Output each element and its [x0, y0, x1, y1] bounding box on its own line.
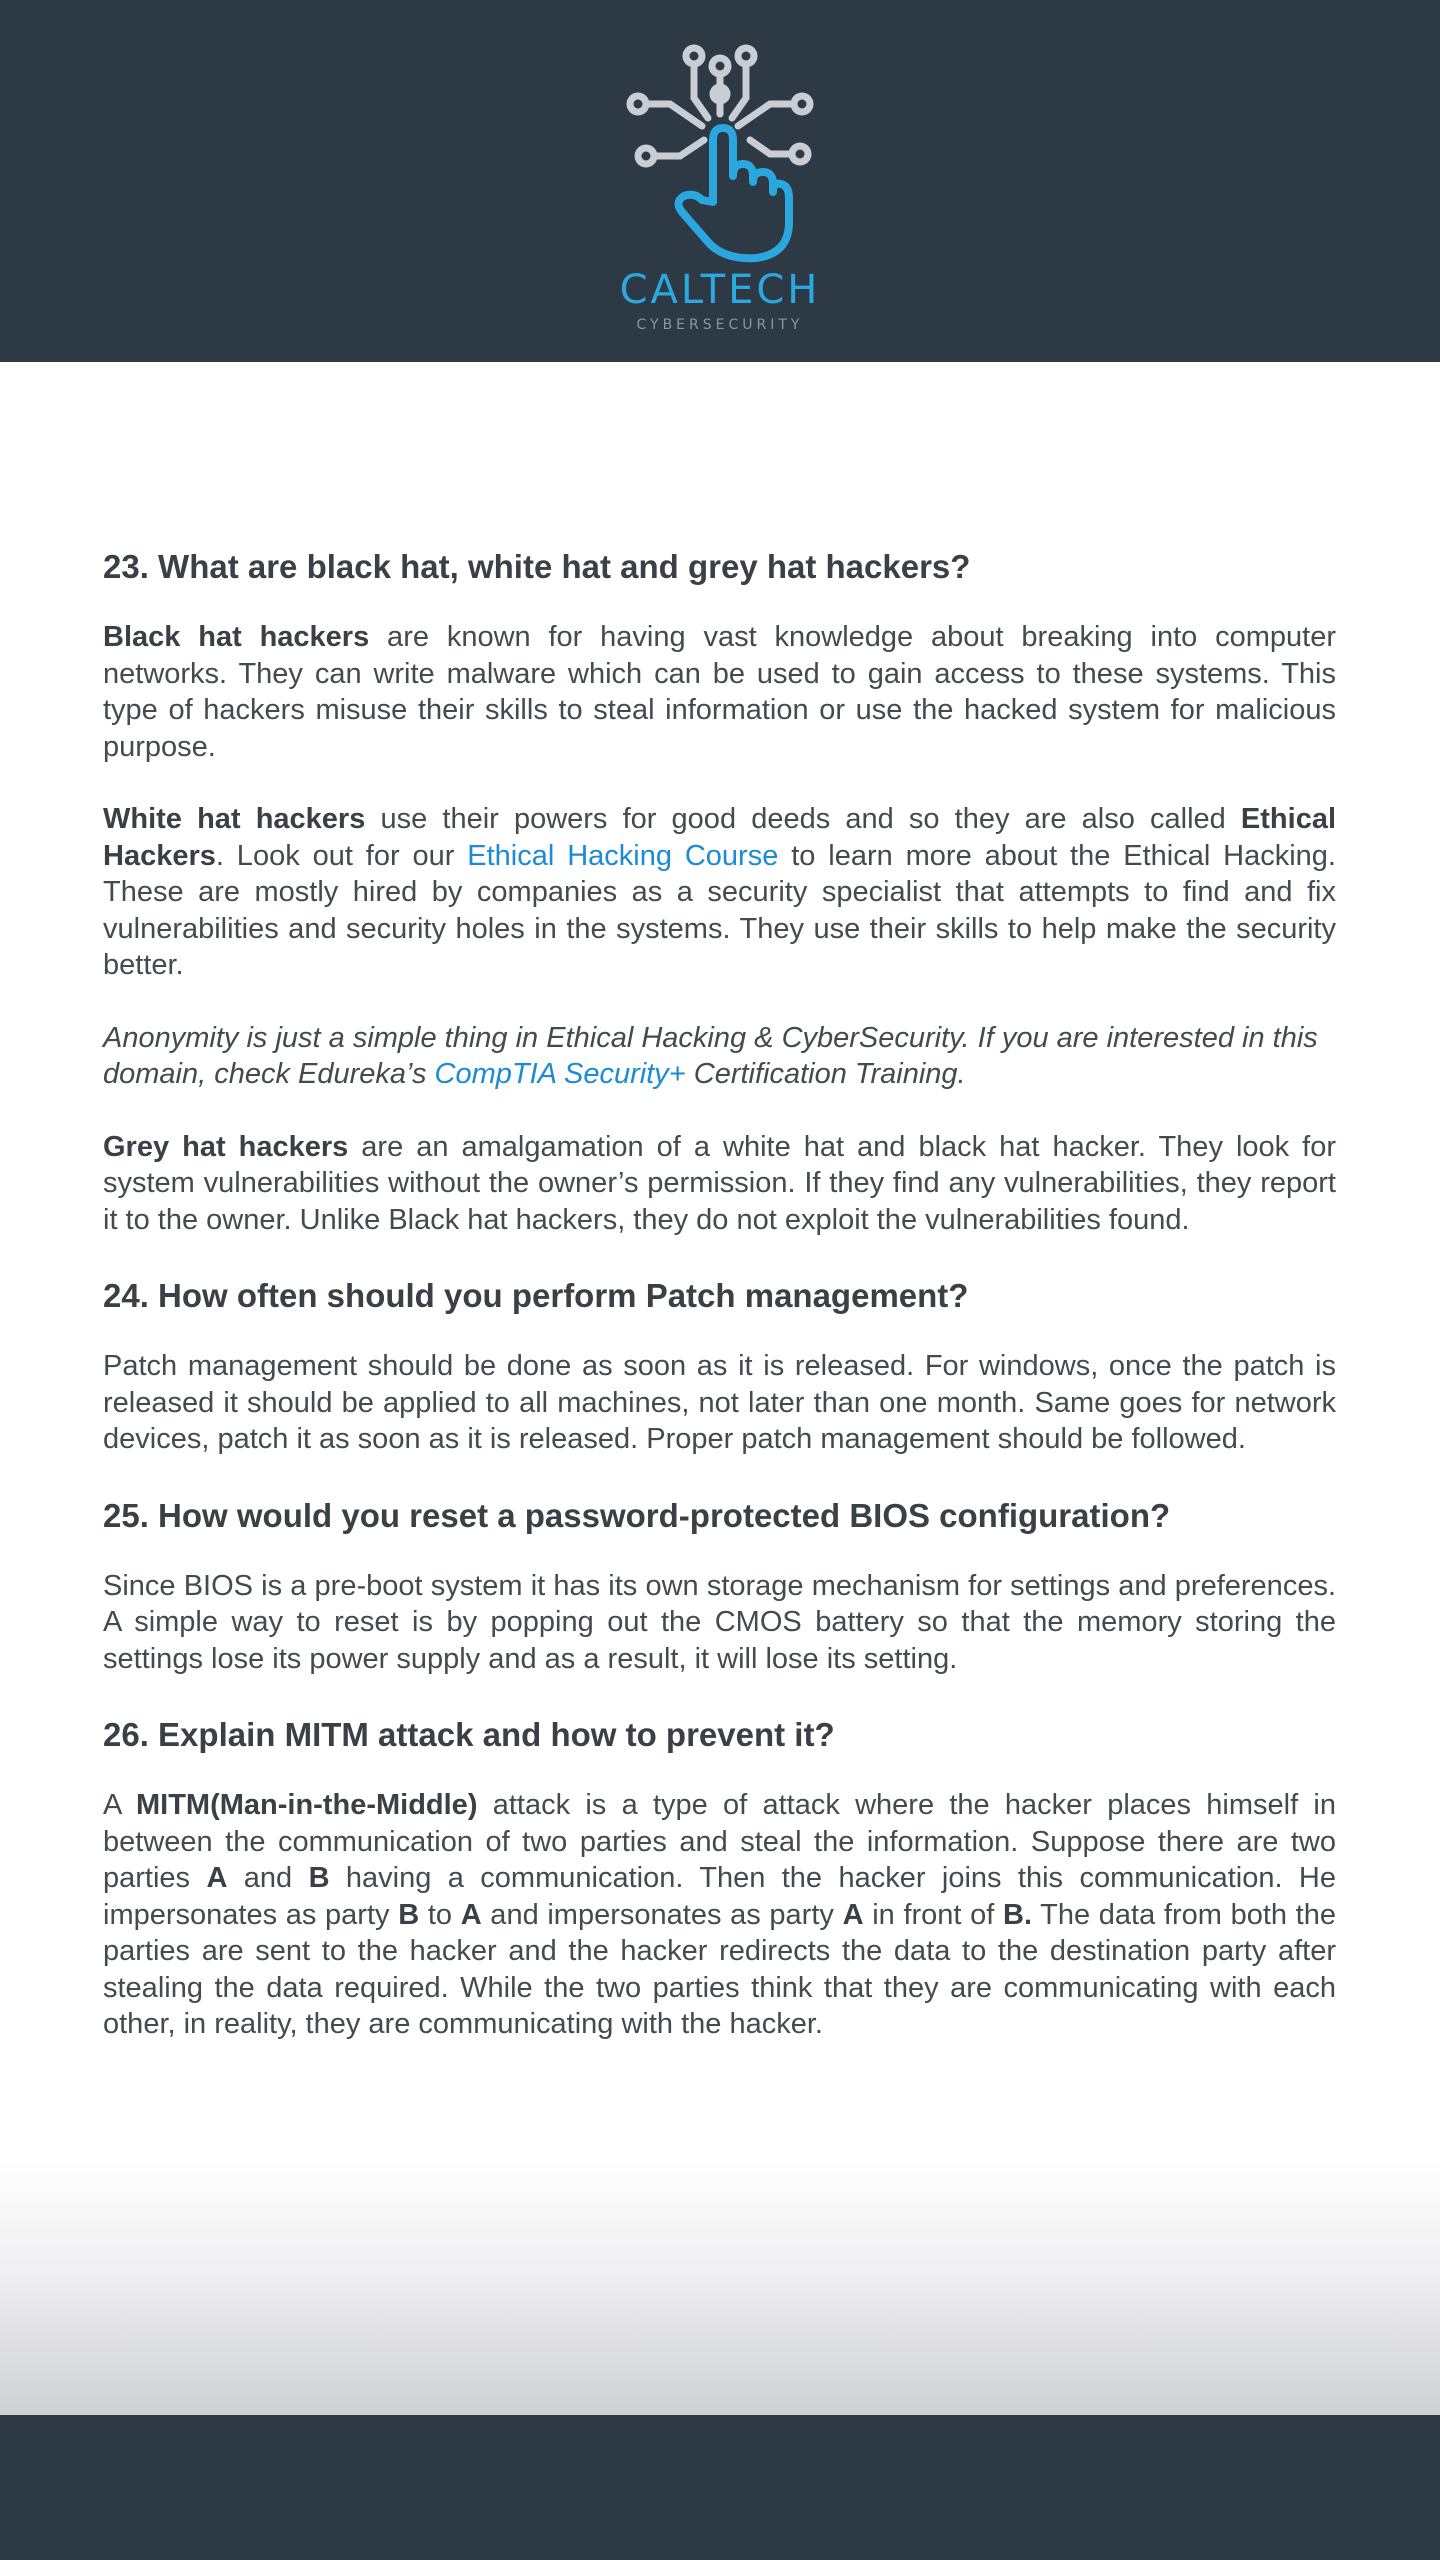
paragraph-text: in front of [863, 1898, 1003, 1931]
document-body [103, 545, 1336, 2043]
bold-term: B [398, 1898, 420, 1931]
white-hat-paragraph [103, 801, 1336, 984]
paragraph-text: A [103, 1789, 136, 1821]
brand-name: CALTECH [619, 267, 821, 313]
bold-term: Grey hat hackers [103, 1130, 349, 1163]
question-26-heading: 26. Explain MITM attack and how to prevent it? [103, 1716, 835, 1753]
bold-term: MITM(Man-in-the-Middle) [136, 1789, 478, 1821]
paragraph-text: Certification Training. [685, 1058, 966, 1090]
brand-tagline: CYBERSECURITY [636, 317, 804, 333]
question-23-heading: 23. What are black hat, white hat and grey hat hackers? [103, 548, 971, 585]
bold-term: Ethical Hackers [103, 803, 1337, 872]
hand-circuit-icon [620, 36, 820, 266]
question-24-heading: 24. How often should you perform Patch management? [103, 1277, 969, 1314]
header-banner [0, 0, 1440, 362]
bold-term: A [206, 1862, 228, 1894]
paragraph-text: are an amalgamation of a white hat and black hat hacker. They look for system vulnerabilities without the owner’s permission. If they find any vulnerabilities, they report it to the owner. Unlike Black hat hackers, they do not exploit the vulnerabilities found. [103, 1130, 1337, 1236]
ethical-hacking-course-link[interactable]: Ethical Hacking Course [467, 839, 779, 872]
patch-management-paragraph: Patch management should be done as soon as it is released. For windows, once the patch is released it should be applied to all machines, not later than one month. Same goes for network devices, patch it as soon as it is released. Proper patch management should be followed. [103, 1350, 1336, 1455]
paragraph-text: having a communication. Then the hacker joins this communication. He impersonates as party [103, 1862, 1336, 1931]
paragraph-text: to learn more about the Ethical Hacking. These are mostly hired by companies as a security specialist that attempts to find and fix vulnerabilities and security holes in the systems. They use their skills to help make the security better. [103, 839, 1336, 981]
paragraph-text: Anonymity is just a simple thing in Ethical Hacking & CyberSecurity. If you are interested in this domain, check Edureka’s [103, 1021, 1318, 1090]
paragraph-text: use their powers for good deeds and so they are also called [365, 803, 1241, 835]
page-bottom-fade [0, 2160, 1440, 2415]
paragraph-text: and impersonates as party [481, 1898, 843, 1931]
black-hat-paragraph [103, 619, 1336, 765]
paragraph-text: attack is a type of attack where the hacker places himself in between the communication of two parties and steal the information. Suppose there are two parties [103, 1789, 1336, 1894]
bold-term: B. [1003, 1898, 1032, 1931]
paragraph-text: are known for having vast knowledge about breaking into computer networks. They can write malware which can be used to gain access to these systems. This type of hackers misuse their skills to steal information or use the hacked system for malicious purpose. [103, 621, 1336, 763]
bold-term: Black hat hackers [103, 621, 370, 653]
bold-term: A [842, 1898, 864, 1931]
grey-hat-paragraph [103, 1129, 1336, 1239]
bold-term: White hat hackers [103, 803, 366, 835]
footer-banner [0, 2415, 1440, 2560]
bold-term: B [308, 1862, 330, 1894]
paragraph-text: The data from both the parties are sent to the hacker and the hacker redirects the data to the destination party after stealing the data required. While the two parties think that they are communicating with each other, in reality, they are communicating with the hacker. [103, 1898, 1336, 2040]
anonymity-note [103, 1020, 1336, 1093]
paragraph-text: . Look out for our [215, 839, 468, 872]
mitm-paragraph [103, 1787, 1336, 2043]
bold-term: A [460, 1898, 482, 1931]
paragraph-text: to [419, 1898, 461, 1931]
question-25-heading: 25. How would you reset a password-protected BIOS configuration? [103, 1496, 1171, 1534]
bios-reset-paragraph: Since BIOS is a pre-boot system it has its own storage mechanism for settings and preferences. A simple way to reset is by popping out the CMOS battery so that the memory storing the settings lose its power supply and as a result, it will lose its setting. [103, 1569, 1336, 1675]
comptia-security-link[interactable]: CompTIA Security+ [434, 1058, 686, 1090]
paragraph-text: and [227, 1862, 309, 1894]
